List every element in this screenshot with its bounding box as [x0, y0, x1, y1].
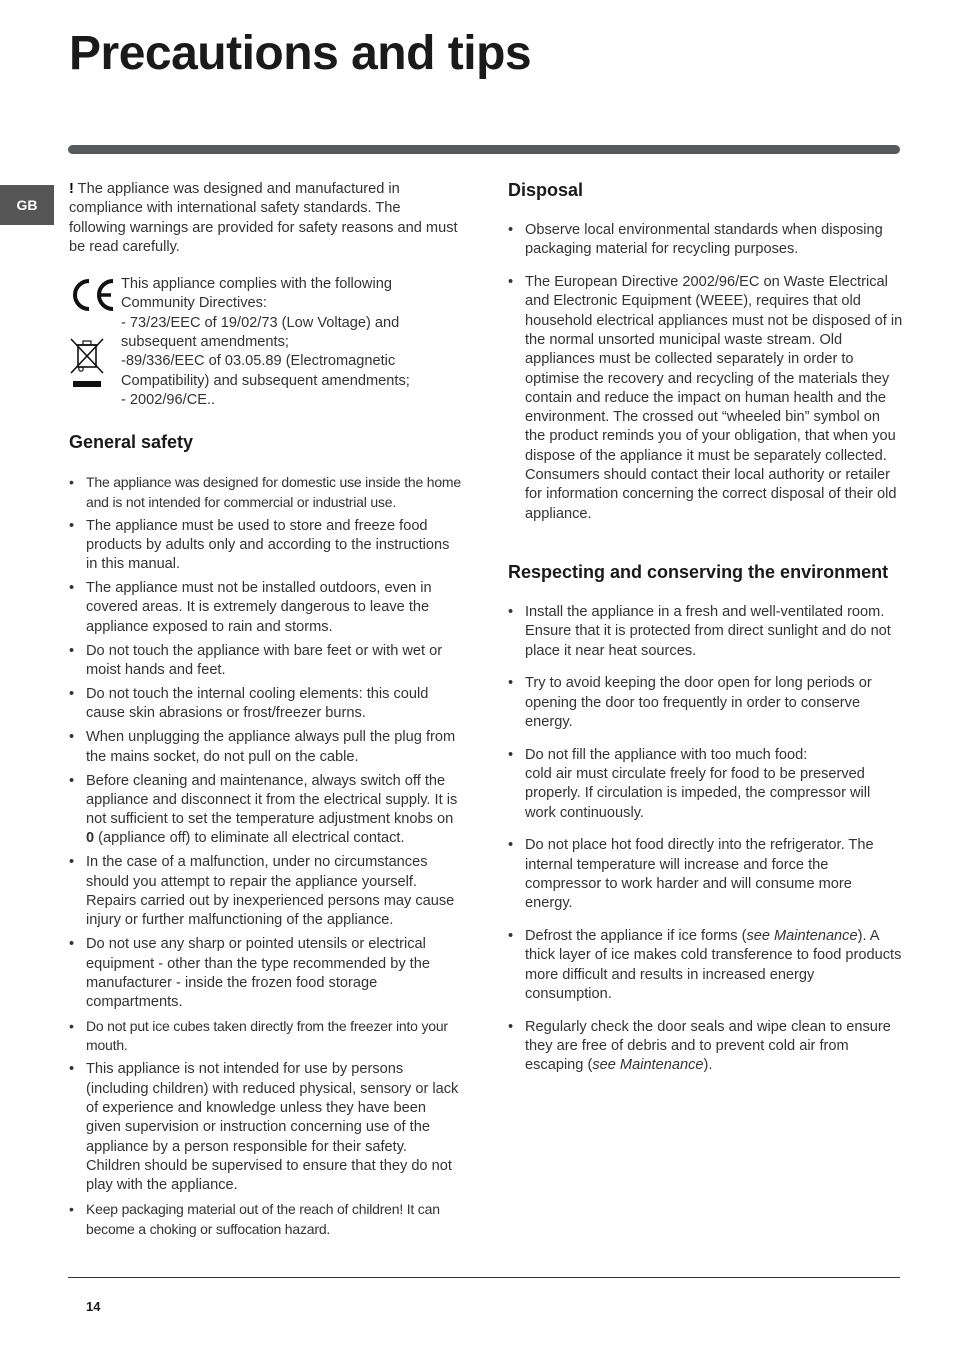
list-item: • When unplugging the appliance always pull the plug from the mains socket, do not pull on the cable.	[69, 728, 461, 767]
general-safety-list	[69, 473, 461, 1239]
list-item	[508, 746, 903, 823]
crossed-wheelie-bin-icon	[69, 335, 105, 391]
page-title: Precautions and tips	[69, 27, 532, 80]
left-column	[69, 180, 461, 1244]
environment-heading: Respecting and conserving the environment	[508, 561, 889, 582]
list-item: • The appliance was designed for domestic use inside the home and is not intended for commercial or industrial use.	[69, 473, 461, 512]
disposal-list	[508, 221, 903, 524]
list-item: • Do not touch the internal cooling elements: this could cause skin abrasions or frost/freezer burns.	[69, 685, 461, 724]
list-item: • Keep packaging material out of the reach of children! It can become a choking or suffocation hazard.	[69, 1200, 461, 1239]
footer-rule	[68, 1277, 900, 1278]
list-item	[508, 927, 903, 1004]
list-item: • This appliance is not intended for use by persons (including children) with reduced physical, sensory or lack of experience and knowledge unless they have been given supervision or instruction concerning use of the appliance by a person responsible for their safety. Children should be supervised to ensure that they do not play with the appliance.	[69, 1060, 461, 1195]
compliance-line: This appliance complies with the following Community Directives:	[121, 276, 392, 312]
cross-reference: see Maintenance	[592, 1057, 704, 1074]
compliance-block	[69, 275, 461, 410]
item-text: ). A thick layer of ice makes cold transference to food products more difficult and results in increased energy consumption.	[525, 928, 902, 1002]
list-item: • Do not put ice cubes taken directly from the freezer into your mouth.	[69, 1017, 461, 1056]
right-column	[508, 180, 903, 1089]
intro-warning	[69, 180, 461, 257]
list-item: • Do not touch the appliance with bare feet or with wet or moist hands and feet.	[69, 642, 461, 681]
compliance-line: -89/336/EEC of 03.05.89 (Electromagnetic Compatibility) and subsequent amendments;	[121, 353, 410, 389]
language-tab: GB	[0, 185, 54, 225]
intro-text: The appliance was designed and manufactured in compliance with international safety standards. The following warnings are provided for safety reasons and must be read carefully.	[69, 181, 458, 255]
warning-mark: !	[69, 181, 74, 197]
list-item	[508, 1018, 903, 1076]
list-item: • Observe local environmental standards when disposing packaging material for recycling purposes.	[508, 221, 903, 260]
general-safety-heading: General safety	[69, 432, 194, 453]
list-item: • Install the appliance in a fresh and well-ventilated room. Ensure that it is protected from direct sunlight and do not place it near heat sources.	[508, 603, 903, 661]
list-item	[69, 772, 461, 849]
knob-zero-setting: 0	[86, 830, 95, 847]
list-item: • The appliance must not be installed outdoors, even in covered areas. It is extremely dangerous to leave the appliance exposed to rain and storms.	[69, 579, 461, 637]
list-item: • Try to avoid keeping the door open for long periods or opening the door too frequently in order to conserve energy.	[508, 674, 903, 732]
list-item: • Do not place hot food directly into the refrigerator. The internal temperature will increase and force the compressor to work harder and will consume more energy.	[508, 836, 903, 913]
environment-list	[508, 603, 903, 1076]
list-item: • The European Directive 2002/96/EC on Waste Electrical and Electronic Equipment (WEEE), requires that old household electrical appliances must not be disposed of in the normal unsorted municipal waste stream. Old appliances must be collected separately in order to optimise the recovery and recycling of the materials they contain and reduce the impact on human health and the environment. The crossed out “wheeled bin” symbol on the product reminds you of your obligation, that when you dispose of the appliance it must be separately collected. Consumers should contact their local authority or retailer for information concerning the correct disposal of their old appliance.	[508, 273, 903, 524]
item-text: ).	[703, 1057, 713, 1074]
item-text: Before cleaning and maintenance, always switch off the appliance and disconnect it from the electrical supply. It is not sufficient to set the temperature adjustment knobs on	[86, 772, 458, 828]
disposal-heading: Disposal	[508, 180, 584, 200]
item-text: Do not fill the appliance with too much food:	[525, 746, 808, 763]
compliance-line: - 2002/96/CE..	[121, 391, 216, 408]
page-number: 14	[86, 1299, 101, 1314]
list-item: • The appliance must be used to store and freeze food products by adults only and according to the instructions in this manual.	[69, 517, 461, 575]
list-item: • In the case of a malfunction, under no circumstances should you attempt to repair the appliance yourself. Repairs carried out by inexperienced persons may cause injury or further malfunctioning of the appliance.	[69, 853, 461, 930]
item-text: Defrost the appliance if ice forms (	[525, 928, 747, 945]
header-rule	[68, 145, 900, 154]
item-text: Regularly check the door seals and wipe clean to ensure they are free of debris and to prevent cold air from escaping (	[525, 1018, 891, 1074]
item-text: cold air must circulate freely for food to be preserved properly. If circulation is impeded, the compressor will work continuously.	[525, 766, 871, 821]
list-item: • Do not use any sharp or pointed utensils or electrical equipment - other than the type recommended by the manufacturer - inside the frozen food storage compartments.	[69, 935, 461, 1012]
ce-mark-icon	[69, 277, 119, 313]
item-text: (appliance off) to eliminate all electrical contact.	[94, 830, 405, 847]
cross-reference: see Maintenance	[746, 928, 858, 945]
compliance-line: - 73/23/EEC of 19/02/73 (Low Voltage) and subsequent amendments;	[121, 314, 400, 351]
